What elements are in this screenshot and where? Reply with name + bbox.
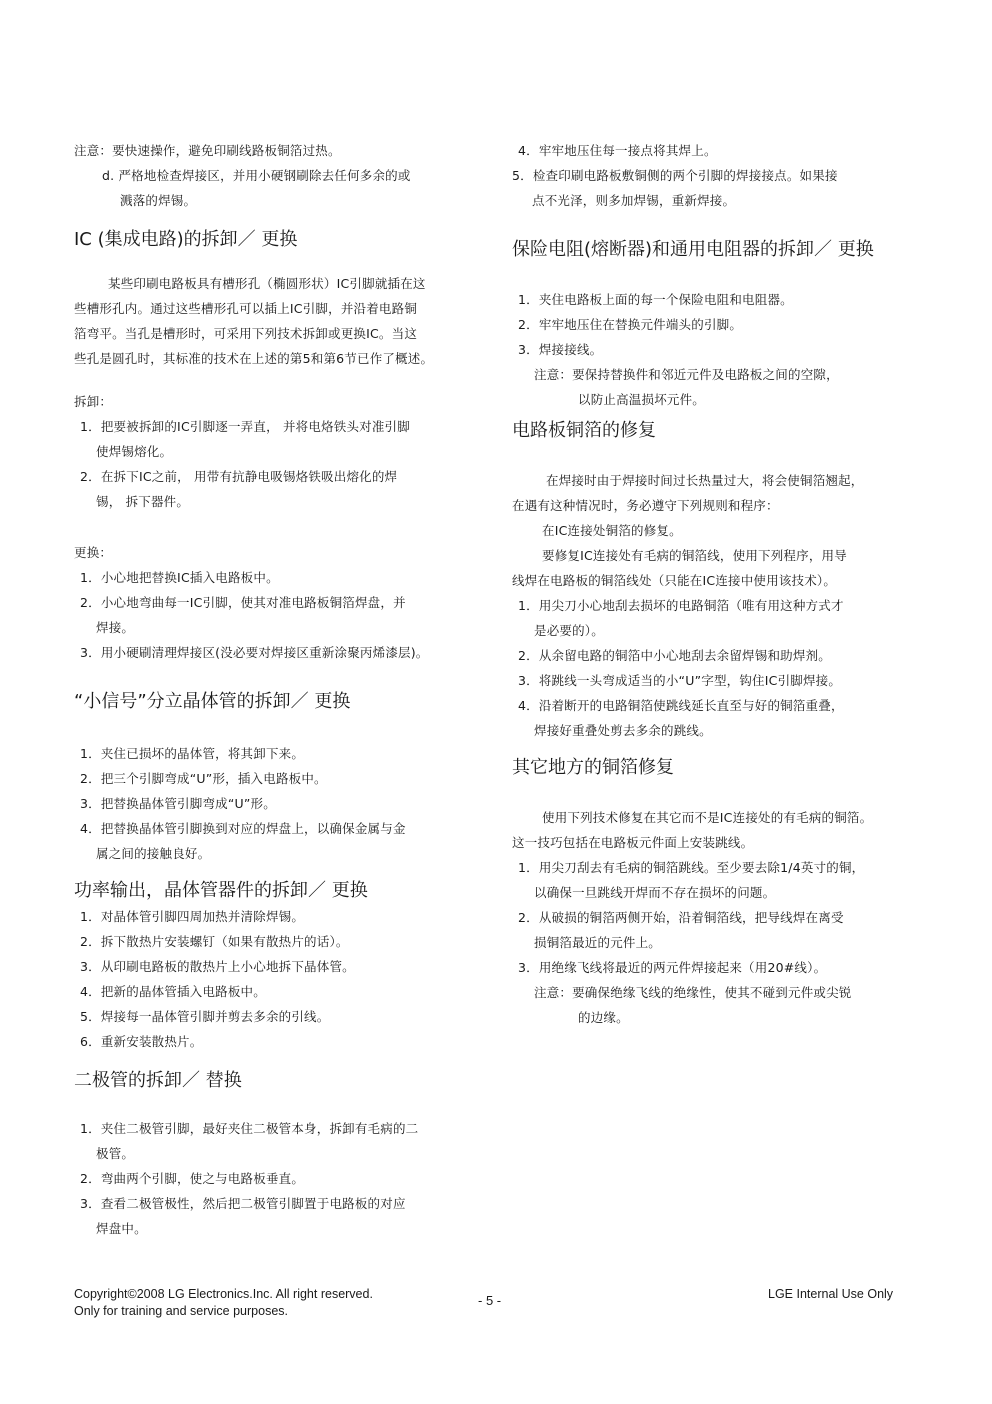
remove-label: 拆卸：	[74, 394, 113, 409]
list-item: 3．焊接接线。	[518, 342, 603, 357]
list-item: 1．用尖刀小心地刮去损坏的电路铜箔（唯有用这种方式才	[518, 598, 844, 613]
page-number: - 5 -	[478, 1293, 502, 1308]
list-item: 4．牢牢地压住每一接点将其焊上。	[518, 143, 717, 158]
list-item-cont: 属之间的接触良好。	[96, 846, 211, 861]
copyright-text: Copyright©2008 LG Electronics.Inc. All right reserved.	[74, 1287, 373, 1301]
list-item: 4．把替换晶体管引脚换到对应的焊盘上，以确保金属与金	[80, 821, 406, 836]
paragraph-line: 线焊在电路板的铜箔线处（只能在IC连接中使用该技术）。	[512, 573, 837, 588]
paragraph-line: 些孔是圆孔时，其标准的技术在上述的第5和第6节已作了概述。	[74, 351, 434, 366]
foil-repair-heading: 电路板铜箔的修复	[512, 420, 656, 441]
left-column	[74, 138, 494, 1241]
list-item-cont: 损铜箔最近的元件上。	[534, 935, 662, 950]
list-item-cont: 以确保一旦跳线开焊而不存在损坏的问题。	[534, 885, 776, 900]
paragraph-line: 使用下列技术修复在其它而不是IC连接处的有毛病的铜箔。	[542, 810, 873, 825]
list-item: 2．把三个引脚弯成“U”形，插入电路板中。	[80, 771, 327, 786]
list-item: 3．查看二极管极性，然后把二极管引脚置于电路板的对应	[80, 1196, 406, 1211]
list-item: 3．将跳线一头弯成适当的小“U”字型，钩住IC引脚焊接。	[518, 673, 842, 688]
list-item: 1．夹住电路板上面的每一个保险电阻和电阻器。	[518, 292, 793, 307]
list-item-cont: 极管。	[96, 1146, 135, 1161]
list-item: 1．小心地把替换IC插入电路板中。	[80, 570, 279, 585]
list-item: 4．沿着断开的电路铜箔使跳线延长直至与好的铜箔重叠，	[518, 698, 844, 713]
note-text: 注意：要确保绝缘飞线的绝缘性，使其不碰到元件或尖锐	[534, 985, 852, 1000]
training-text: Only for training and service purposes.	[74, 1304, 288, 1318]
list-item: 1．夹住二极管引脚，最好夹住二极管本身，拆卸有毛病的二	[80, 1121, 419, 1136]
list-item-cont: 焊接。	[96, 620, 135, 635]
paragraph-line: 要修复IC连接处有毛病的铜箔线，使用下列程序，用导	[542, 548, 847, 563]
list-item-cont: 点不光泽，则多加焊锡，重新焊接。	[532, 193, 736, 208]
list-item: 1．对晶体管引脚四周加热并清除焊锡。	[80, 909, 305, 924]
power-output-heading: 功率输出，晶体管器件的拆卸／ 更换	[74, 880, 368, 901]
list-item-cont: 焊盘中。	[96, 1221, 147, 1236]
replace-label: 更换：	[74, 545, 113, 560]
list-item: 2．在拆下IC之前， 用带有抗静电吸锡烙铁吸出熔化的焊	[80, 469, 398, 484]
list-item: 2．从余留电路的铜箔中小心地刮去余留焊锡和助焊剂。	[518, 648, 831, 663]
paragraph-line: 在遇有这种情况时，务必遵守下列规则和程序：	[512, 498, 779, 513]
note-text: 注意：要快速操作，避免印刷线路板铜箔过热。	[74, 143, 341, 158]
paragraph-line: 在焊接时由于焊接时间过长热量过大，将会使铜箔翘起，	[546, 473, 864, 488]
note-text-cont: 以防止高温损坏元件。	[578, 392, 706, 407]
list-item: 6．重新安装散热片。	[80, 1034, 203, 1049]
list-item: 2．从破损的铜箔两侧开始，沿着铜箔线，把导线焊在离受	[518, 910, 844, 925]
list-item-cont: 焊接好重叠处剪去多余的跳线。	[534, 723, 712, 738]
list-item-cont: 使焊锡熔化。	[96, 444, 173, 459]
footer-copyright	[74, 1286, 373, 1320]
list-item: 2．拆下散热片安装螺钉（如果有散热片的话）。	[80, 934, 349, 949]
paragraph-line: 些槽形孔内。通过这些槽形孔可以插上IC引脚，并沿着电路铜	[74, 301, 418, 316]
paragraph-line: 在IC连接处铜箔的修复。	[542, 523, 682, 538]
internal-use-text: LGE Internal Use Only	[768, 1287, 894, 1301]
list-item: 4．把新的晶体管插入电路板中。	[80, 984, 266, 999]
list-item: 3．用绝缘飞线将最近的两元件焊接起来（用20#线）。	[518, 960, 827, 975]
list-item: 2．牢牢地压住在替换元件端头的引脚。	[518, 317, 743, 332]
list-item: 3．从印刷电路板的散热片上小心地拆下晶体管。	[80, 959, 355, 974]
note-item-d: d. 严格地检查焊接区，并用小硬钢刷除去任何多余的或	[102, 168, 411, 183]
list-item: 5．检查印刷电路板敷铜侧的两个引脚的焊接接点。如果接	[512, 168, 838, 183]
list-item: 1．用尖刀刮去有毛病的铜箔跳线。至少要去除1/4英寸的铜，	[518, 860, 865, 875]
diode-heading: 二极管的拆卸／ 替换	[74, 1070, 242, 1091]
list-item: 3．把替换晶体管引脚弯成“U”形。	[80, 796, 276, 811]
ic-section-heading: IC (集成电路)的拆卸／ 更换	[74, 229, 298, 250]
list-item: 2．弯曲两个引脚，使之与电路板垂直。	[80, 1171, 305, 1186]
list-item: 2．小心地弯曲每一IC引脚，使其对准电路板铜箔焊盘，并	[80, 595, 406, 610]
small-signal-heading: “小信号”分立晶体管的拆卸／ 更换	[74, 691, 351, 712]
note-text-cont: 的边缘。	[578, 1010, 629, 1025]
fuse-resistor-heading: 保险电阻(熔断器)和通用电阻器的拆卸／ 更换	[512, 239, 874, 260]
paragraph-line: 箔弯平。当孔是槽形时，可采用下列技术拆卸或更换IC。当这	[74, 326, 418, 341]
list-item: 1．夹住已损坏的晶体管，将其卸下来。	[80, 746, 305, 761]
list-item-cont: 是必要的）。	[534, 623, 604, 638]
list-item: 1．把要被拆卸的IC引脚逐一弄直， 并将电烙铁头对准引脚	[80, 419, 410, 434]
paragraph-line: 某些印刷电路板具有槽形孔（椭圆形状）IC引脚就插在这	[108, 276, 426, 291]
list-item: 5．焊接每一晶体管引脚并剪去多余的引线。	[80, 1009, 330, 1024]
note-item-d-cont: 溅落的焊锡。	[120, 193, 197, 208]
list-item: 3．用小硬刷清理焊接区(没必要对焊接区重新涂聚丙烯漆层)。	[80, 645, 429, 660]
right-column	[512, 138, 922, 1030]
paragraph-line: 这一技巧包括在电路板元件面上安装跳线。	[512, 835, 754, 850]
note-text: 注意：要保持替换件和邻近元件及电路板之间的空隙，	[534, 367, 839, 382]
other-foil-heading: 其它地方的铜箔修复	[512, 757, 674, 778]
list-item-cont: 锡， 拆下器件。	[96, 494, 190, 509]
